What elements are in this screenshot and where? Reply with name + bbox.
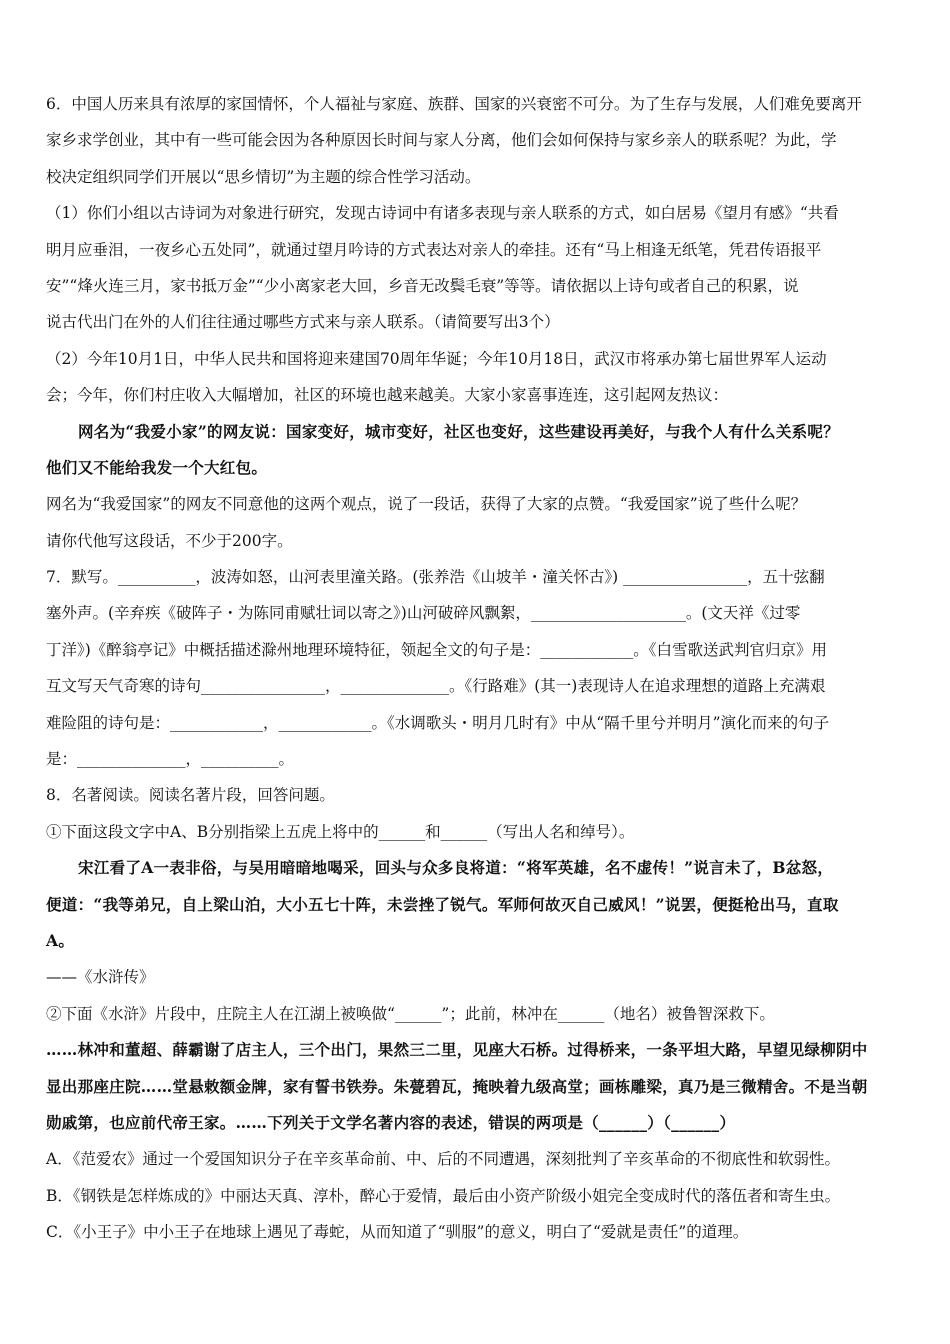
q6-part1-line-1: （1）你们小组以古诗词为对象进行研究，发现古诗词中有诸多表现与亲人联系的方式，如白居易《望月有感》“共看: [46, 204, 839, 223]
q6-part2-line-2: 会；今年，你们村庄收入大幅增加，社区的环境也越来越美。大家小家喜事连连，这引起网友热议：: [46, 386, 729, 405]
q8-option-b: B．《钢铁是怎样炼成的》中丽达天真、淳朴，醉心于爱情，最后由小资产阶级小姐完全变成时代的落伍者和寄生虫。: [46, 1186, 841, 1205]
q8-title: 8．名著阅读。阅读名著片段，回答问题。: [46, 786, 335, 805]
q7-line-4: 互文写天气奇寒的诗句________________，______________。《行路难》(其一)表现诗人在追求理想的道路上充满艰: [46, 677, 826, 696]
q6-part1-line-2: 明月应垂泪，一夜乡心五处同”，就通过望月吟诗的方式表达对亲人的牵挂。还有“马上相逢无纸笔，凭君传语报平: [46, 240, 822, 259]
q6-quote-line-2: 他们又不能给我发一个大红包。: [46, 457, 268, 477]
q8-excerpt1-line-3: A。: [46, 930, 75, 950]
q8-option-c: C．《小王子》中小王子在地球上遇见了毒蛇，从而知道了“驯服”的意义，明白了“爱就是责任”的道理。: [46, 1223, 749, 1242]
q7-line-3: 丁洋》)《醉翁亭记》中概括描述滁州地理环境特征，领起全文的句子是：____________。《白雪歌送武判官归京》用: [46, 640, 828, 659]
q7-line-2: 塞外声。(辛弃疾《破阵子・为陈同甫赋壮词以寄之》)山河破碎风飘絮，____________________。(文天祥《过零: [46, 604, 801, 623]
q6-part1-line-3: 安”“烽火连三月，家书抵万金”“少小离家老大回，乡音无改鬓毛衰”等等。请依据以上诗句或者自己的积累，说: [46, 276, 799, 295]
q8-option-a: A．《范爱农》通过一个爱国知识分子在辛亥革命前、中、后的不同遭遇，深刻批判了辛亥革命的不彻底性和软弱性。: [46, 1150, 840, 1169]
q6-part2-line-4: 请你代他写这段话，不少于200字。: [46, 531, 293, 550]
q7-line-1: 7．默写。__________，波涛如怒，山河表里潼关路。(张养浩《山坡羊・潼关怀古》) ________________，五十弦翻: [46, 568, 825, 587]
q6-part1-line-4: 说古代出门在外的人们往往通过哪些方式来与亲人联系。（请简要写出3个）: [46, 313, 560, 332]
document-page: [46, 94, 908, 1259]
q8-excerpt1-line-1: 宋江看了A一表非俗，与吴用暗暗地喝采，回头与众多良将道：“将军英雄，名不虚传！”说言未了，B忿怒，: [78, 858, 834, 878]
q6-quote-line-1: 网名为“我爱小家”的网友说：国家变好，城市变好，社区也变好，这些建设再美好，与我个人有什么关系呢？: [78, 421, 840, 441]
q8-excerpt2-line-1: ……林冲和董超、薛霸谢了店主人，三个出门，果然三二里，见座大石桥。过得桥来，一条平坦大路，早望见绿柳阴中: [46, 1040, 868, 1060]
q6-part2-line-1: （2）今年10月1日，中华人民共和国将迎来建国70周年华诞；今年10月18日，武汉市将承办第七届世界军人运动: [46, 349, 827, 368]
q6-line-3: 校决定组织同学们开展以“思乡情切”为主题的综合性学习活动。: [46, 167, 481, 186]
q7-line-6: 是：______________，__________。: [46, 750, 295, 769]
q8-part2: ②下面《水浒》片段中，庄院主人在江湖上被唤做“______”；此前，林冲在______（地名）被鲁智深救下。: [46, 1004, 775, 1023]
q8-excerpt1-line-2: 便道：“我等弟兄，自上梁山泊，大小五七十阵，未尝挫了锐气。军师何故灭自己威风！”说罢，便挺枪出马，直取: [46, 894, 839, 914]
q6-line-1: 6．中国人历来具有浓厚的家国情怀，个人福祉与家庭、族群、国家的兴衰密不可分。为了生存与发展，人们难免要离开: [46, 95, 862, 113]
q6-line-2: 家乡求学创业，其中有一些可能会因为各种原因长时间与家人分离，他们会如何保持与家乡亲人的联系呢？为此，学: [46, 131, 837, 150]
q8-excerpt2-line-2: 显出那座庄院……堂悬敕额金牌，家有誓书铁券。朱甍碧瓦，掩映着九级高堂；画栋雕梁，真乃是三微精舍。不是当朝: [46, 1076, 868, 1096]
q8-excerpt2-line-3: 勋戚第，也应前代帝王家。……下列关于文学名著内容的表述，错误的两项是（______）（______）: [46, 1112, 736, 1132]
q7-line-5: 难险阻的诗句是：____________，____________。《水调歌头・明月几时有》中从“隔千里兮并明月”演化而来的句子: [46, 713, 830, 732]
q8-part1: ①下面这段文字中A、B分别指梁上五虎上将中的______和______（写出人名和绰号）。: [46, 822, 635, 841]
q8-source: ——《水浒传》: [46, 968, 155, 987]
q6-part2-line-3: 网名为“我爱国家”的网友不同意他的这两个观点，说了一段话，获得了大家的点赞。“我爱国家”说了些什么呢？: [46, 495, 807, 514]
